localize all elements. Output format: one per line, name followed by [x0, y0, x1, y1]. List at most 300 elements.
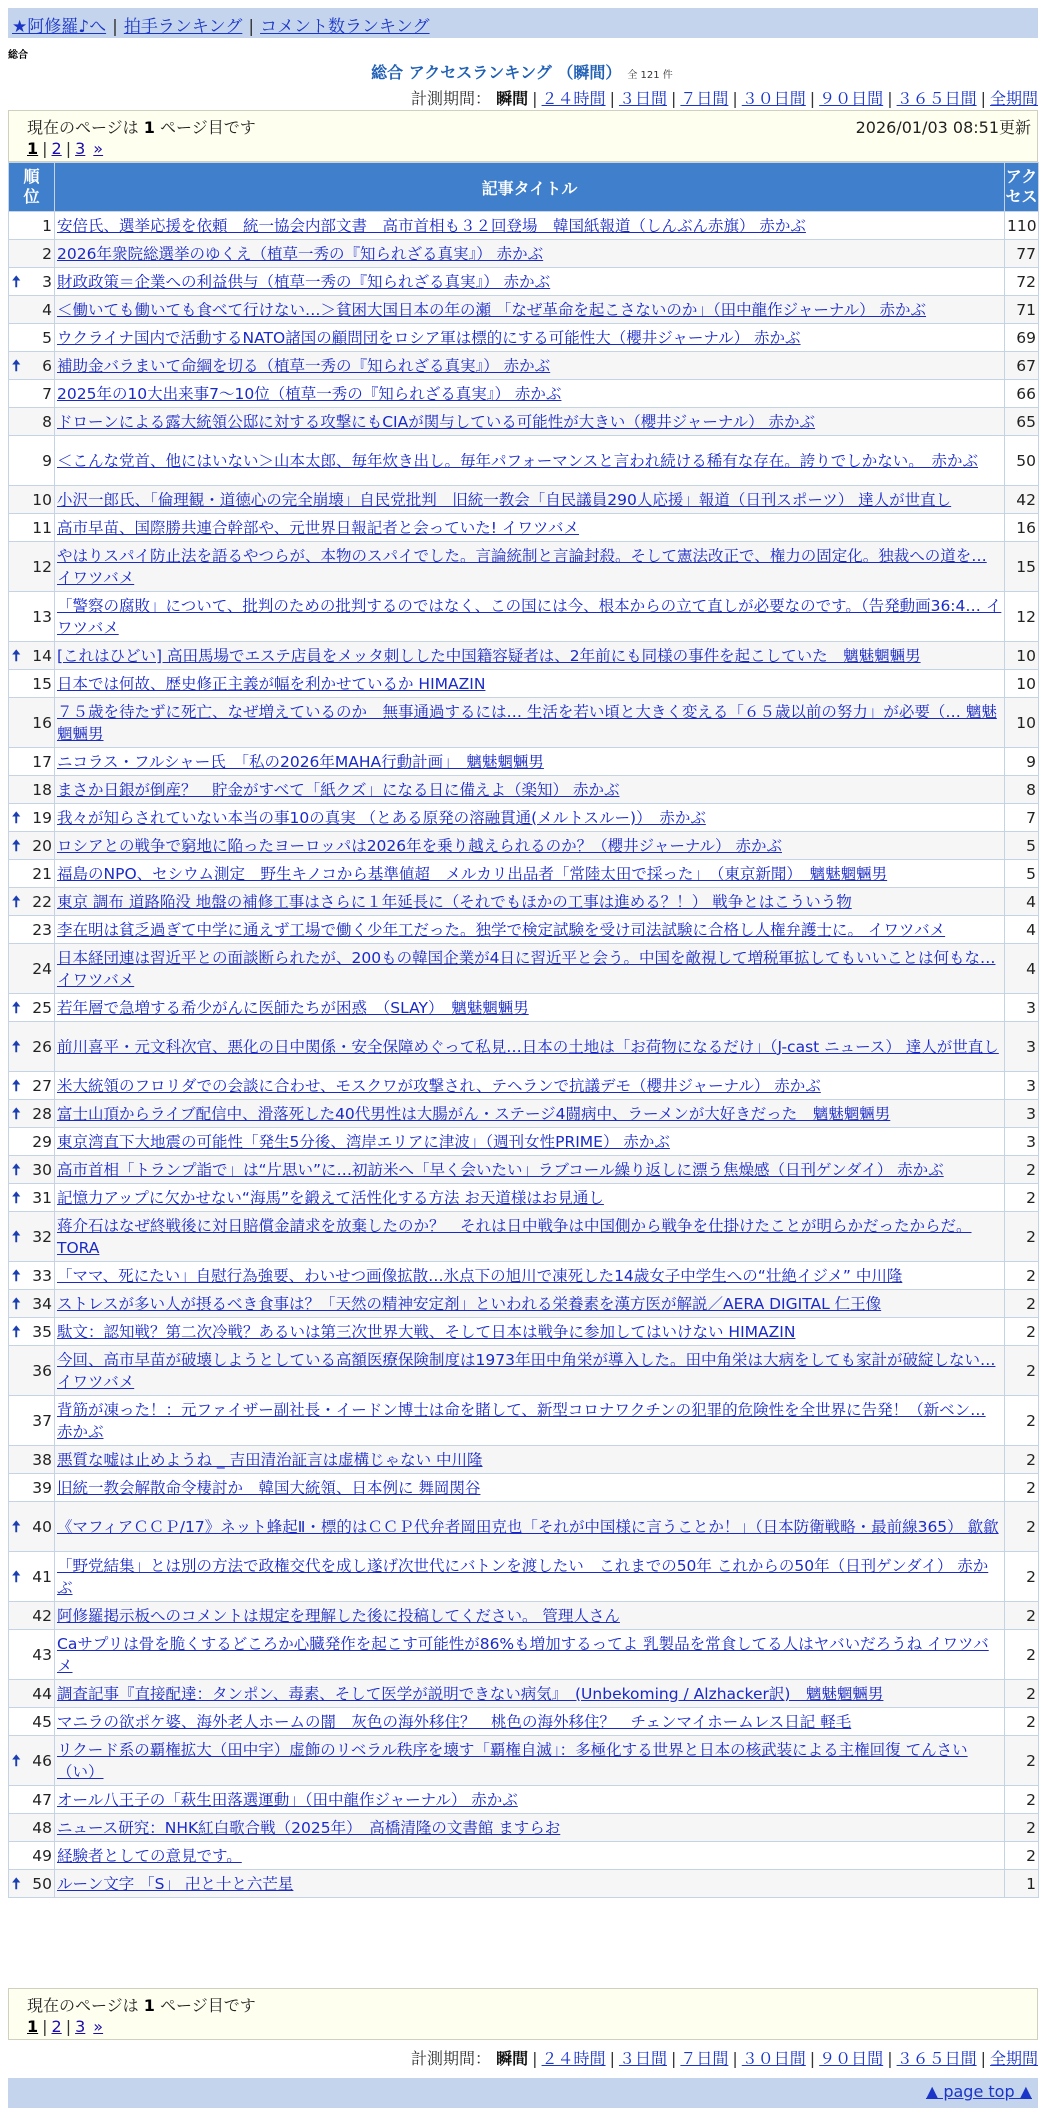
access-count: 110 [1005, 212, 1039, 240]
article-title-link[interactable]: 補助金バラまいて命綱を切る（植草一秀の『知られざる真実』） 赤かぶ [57, 356, 551, 375]
title-cell [55, 994, 1005, 1022]
access-count: 72 [1005, 268, 1039, 296]
title-cell [55, 1184, 1005, 1212]
article-title-link[interactable]: 高市早苗、国際勝共連合幹部や、元世界日報記者と会っていた! イワツバメ [57, 518, 580, 537]
rank-up-arrow-icon: 🠅 [12, 836, 21, 855]
rank-number: 46 [32, 1751, 52, 1770]
article-title-link[interactable]: ウクライナ国内で活動するNATO諸国の顧問団をロシア軍は標的にする可能性大（櫻井ジャーナル） 赤かぶ [57, 328, 801, 347]
page-status: 現在のページは 1 ページ目です [27, 118, 256, 137]
rank-number: 14 [32, 646, 52, 665]
rank-number: 3 [42, 272, 52, 291]
article-title-link[interactable]: 阿修羅掲示板へのコメントは規定を理解した後に投稿してください。 管理人さん [57, 1606, 620, 1625]
table-header-row [9, 163, 1039, 212]
rank-cell [9, 642, 55, 670]
rank-cell [9, 592, 55, 642]
col-title-header: 記事タイトル [55, 163, 1005, 212]
rank-number: 8 [42, 412, 52, 431]
article-title-link[interactable]: 我々が知らされていない本当の事10の真実 （とある原発の溶融貫通(メルトスルー)） 赤かぶ [57, 808, 706, 827]
period-30d-link[interactable]: ３０日間 [741, 2049, 806, 2068]
rank-number: 42 [32, 1606, 52, 1625]
rank-cell [9, 1290, 55, 1318]
rank-number: 28 [32, 1104, 52, 1123]
table-row [9, 860, 1039, 888]
rank-cell [9, 776, 55, 804]
access-count: 1 [1005, 1870, 1039, 1898]
table-row [9, 888, 1039, 916]
title-cell [55, 1708, 1005, 1736]
table-row [9, 1156, 1039, 1184]
rank-cell [9, 1552, 55, 1602]
table-row [9, 1786, 1039, 1814]
title-cell [55, 888, 1005, 916]
rank-cell [9, 860, 55, 888]
article-title-link[interactable]: 背筋が凍った！：元ファイザー副社長・イードン博士は命を賭して、新型コロナワクチンの犯罪的危険性を全世界に告発！（新ベン… 赤かぶ [57, 1400, 986, 1441]
title-cell [55, 1156, 1005, 1184]
access-count: 2 [1005, 1396, 1039, 1446]
rank-number: 36 [32, 1361, 52, 1380]
title-cell [55, 1842, 1005, 1870]
rank-cell [9, 1680, 55, 1708]
rank-number: 50 [32, 1874, 52, 1893]
rank-number: 24 [32, 959, 52, 978]
table-row [9, 944, 1039, 994]
table-row [9, 1842, 1039, 1870]
rank-cell [9, 1708, 55, 1736]
article-title-link[interactable]: 記憶力アップに欠かせない“海馬”を鍛えて活性化する方法 お天道様はお見通し [57, 1188, 604, 1207]
title-cell [55, 268, 1005, 296]
table-row [9, 1870, 1039, 1898]
period-all-link[interactable]: 全期間 [989, 89, 1038, 108]
access-count: 2 [1005, 1446, 1039, 1474]
access-count: 2 [1005, 1552, 1039, 1602]
rank-up-arrow-icon: 🠅 [12, 1188, 21, 1207]
total-count: 全 121 件 [627, 70, 673, 81]
title-cell [55, 944, 1005, 994]
article-title-link[interactable]: Caサプリは骨を脆くするどころか心臓発作を起こす可能性が86%も増加するってよ 乳製品を常食してる人はヤバいだろうね イワツバメ [57, 1634, 989, 1675]
period-365d-link[interactable]: ３６５日間 [896, 89, 977, 108]
title-cell [55, 1128, 1005, 1156]
table-row [9, 1680, 1039, 1708]
table-row [9, 916, 1039, 944]
article-title-link[interactable]: まさか日銀が倒産？ 貯金がすべて「紙クズ」になる日に備えよ（楽知） 赤かぶ [57, 780, 620, 799]
period-24h-link[interactable]: ２４時間 [541, 89, 606, 108]
article-title-link[interactable]: 日本経団連は習近平との面談断られたが、200もの韓国企業が4日に習近平と会う。中国を敵視して増税軍拡してもいいことは何もな… イワツバメ [57, 948, 996, 989]
access-count: 4 [1005, 916, 1039, 944]
rank-up-arrow-icon: 🠅 [12, 1160, 21, 1179]
page-3-link[interactable]: 3 [75, 2017, 86, 2036]
clap-ranking-link[interactable]: 拍手ランキング [123, 17, 243, 37]
rank-up-arrow-icon: 🠅 [12, 1266, 21, 1285]
access-count: 2 [1005, 1502, 1039, 1552]
rank-cell [9, 1446, 55, 1474]
period-30d-link[interactable]: ３０日間 [741, 89, 806, 108]
updated-timestamp: 2026/01/03 08:51更新 [855, 118, 1031, 137]
table-row [9, 486, 1039, 514]
rank-cell [9, 1128, 55, 1156]
title-cell [55, 698, 1005, 748]
period-label: 計測期間： [411, 89, 492, 108]
rank-cell [9, 1842, 55, 1870]
article-title-link[interactable]: 若年層で急増する希少がんに医師たちが困惑 （SLAY） 魑魅魍魎男 [57, 998, 529, 1017]
access-count: 5 [1005, 832, 1039, 860]
article-title-link[interactable]: ニコラス・フルシャー氏 「私の2026年MAHA行動計画」 魑魅魍魎男 [57, 752, 544, 771]
table-row [9, 1474, 1039, 1502]
rank-cell [9, 1630, 55, 1680]
access-count: 7 [1005, 804, 1039, 832]
rank-up-arrow-icon: 🠅 [12, 646, 21, 665]
access-count: 2 [1005, 1184, 1039, 1212]
title-cell [55, 1786, 1005, 1814]
article-title-link[interactable]: ロシアとの戦争で窮地に陥ったヨーロッパは2026年を乗り越えられるのか？（櫻井ジャーナル） 赤かぶ [57, 836, 782, 855]
current-page-number: 1 [27, 139, 39, 158]
article-title-link[interactable]: 東京湾直下大地震の可能性「発生5分後、湾岸エリアに津波」（週刊女性PRIME） 赤かぶ [57, 1132, 670, 1151]
title-cell [55, 1502, 1005, 1552]
article-title-link[interactable]: 福島のNPO、セシウム測定 野生キノコから基準値超 メルカリ出品者「常陸太田で採った」 （東京新聞） 魑魅魍魎男 [57, 864, 888, 883]
title-cell [55, 592, 1005, 642]
rank-up-arrow-icon: 🠅 [12, 1104, 21, 1123]
table-row [9, 324, 1039, 352]
article-title-link[interactable]: 悪質な嘘は止めようね _ 吉田清治証言は虚構じゃない 中川隆 [57, 1450, 483, 1469]
rank-cell [9, 994, 55, 1022]
period-24h-link[interactable]: ２４時間 [541, 2049, 606, 2068]
title-cell [55, 1446, 1005, 1474]
access-count: 10 [1005, 642, 1039, 670]
rank-cell [9, 1156, 55, 1184]
access-count: 4 [1005, 944, 1039, 994]
ranking-table [8, 162, 1039, 1898]
article-title-link[interactable]: 蒋介石はなぜ終戦後に対日賠償金請求を放棄したのか？ それは日中戦争は中国側から戦争を仕掛けたことが明らかだったからだ。 TORA [57, 1216, 972, 1257]
page-links: 1 | 2 | 3 » [27, 2017, 104, 2036]
table-row [9, 352, 1039, 380]
pagination-top [8, 110, 1038, 162]
article-title-link[interactable]: 調査記事『直接配達：タンポン、毒素、そして医学が説明できない病気』 (Unbekoming / Alzhacker訳) 魑魅魍魎男 [57, 1684, 884, 1703]
rank-number: 47 [32, 1790, 52, 1809]
access-count: 2 [1005, 1602, 1039, 1630]
rank-number: 49 [32, 1846, 52, 1865]
title-cell [55, 1212, 1005, 1262]
rank-cell [9, 1786, 55, 1814]
rank-number: 1 [42, 216, 52, 235]
rank-number: 23 [32, 920, 52, 939]
top-nav-bar [8, 8, 1038, 38]
rank-number: 27 [32, 1076, 52, 1095]
article-title-link[interactable]: 旧統一教会解散命令棲討か 韓国大統領、日本例に 舞岡関谷 [57, 1478, 481, 1497]
title-cell [55, 1022, 1005, 1072]
period-current: 瞬間 [496, 2049, 529, 2068]
rank-cell [9, 1396, 55, 1446]
article-title-link[interactable]: ストレスが多い人が摂るべき食事は？「天然の精神安定剤」といわれる栄養素を漢方医が解説／AERA DIGITAL 仁王像 [57, 1294, 882, 1313]
rank-cell [9, 380, 55, 408]
title-cell [55, 1474, 1005, 1502]
period-7d-link[interactable]: ７日間 [680, 89, 729, 108]
rank-number: 33 [32, 1266, 52, 1285]
table-row [9, 642, 1039, 670]
rank-cell [9, 1262, 55, 1290]
rank-cell [9, 1072, 55, 1100]
title-cell [55, 324, 1005, 352]
title-cell [55, 486, 1005, 514]
period-3d-link[interactable]: ３日間 [618, 2049, 667, 2068]
table-row [9, 670, 1039, 698]
page-top-link[interactable]: ▲ page top ▲ [925, 2082, 1032, 2101]
rank-cell [9, 698, 55, 748]
rank-cell [9, 352, 55, 380]
access-count: 69 [1005, 324, 1039, 352]
home-link[interactable]: ★阿修羅♪へ [12, 17, 107, 37]
article-title-link[interactable]: 前川喜平・元文科次官、悪化の日中関係・安全保障めぐって私見…日本の土地は「お荷物になるだけ」（J-cast ニュース） 達人が世直し [57, 1037, 999, 1056]
rank-up-arrow-icon: 🠅 [12, 356, 21, 375]
rank-number: 29 [32, 1132, 52, 1151]
article-title-link[interactable]: [これはひどい] 高田馬場でエステ店員をメッタ刺しした中国籍容疑者は、2年前にも同様の事件を起こしていた 魑魅魍魎男 [57, 646, 921, 665]
access-count: 3 [1005, 994, 1039, 1022]
page-2-link[interactable]: 2 [51, 139, 62, 158]
table-row [9, 994, 1039, 1022]
table-row [9, 212, 1039, 240]
rank-up-arrow-icon: 🠅 [12, 1567, 21, 1586]
title-cell [55, 1262, 1005, 1290]
table-row [9, 436, 1039, 486]
table-row [9, 408, 1039, 436]
rank-number: 10 [32, 490, 52, 509]
article-title-link[interactable]: マニラの欲ポケ婆、海外老人ホームの闇 灰色の海外移住？ 桃色の海外移住？ チェンマイホームレス日記 軽毛 [57, 1712, 852, 1731]
article-title-link[interactable]: ニュース研究：NHK紅白歌合戦（2025年） 高橋清隆の文書館 ますらお [57, 1818, 561, 1837]
table-row [9, 1396, 1039, 1446]
rank-cell [9, 1736, 55, 1786]
period-90d-link[interactable]: ９０日間 [819, 2049, 884, 2068]
access-count: 2 [1005, 1212, 1039, 1262]
access-count: 3 [1005, 1100, 1039, 1128]
rank-number: 32 [32, 1227, 52, 1246]
period-3d-link[interactable]: ３日間 [618, 89, 667, 108]
rank-cell [9, 1346, 55, 1396]
access-count: 10 [1005, 670, 1039, 698]
page-3-link[interactable]: 3 [75, 139, 86, 158]
title-cell [55, 1680, 1005, 1708]
title-cell [55, 1630, 1005, 1680]
table-row [9, 1346, 1039, 1396]
rank-number: 31 [32, 1188, 52, 1207]
table-row [9, 268, 1039, 296]
rank-number: 34 [32, 1294, 52, 1313]
title-cell [55, 1072, 1005, 1100]
article-title-link[interactable]: ドローンによる露大統領公邸に対する攻撃にもCIAが関与している可能性が大きい（櫻井ジャーナル） 赤かぶ [57, 412, 816, 431]
article-title-link[interactable]: 李在明は貧乏過ぎて中学に通えず工場で働く少年工だった。独学で検定試験を受け司法試験に合格し人権弁護士に。 イワツバメ [57, 920, 946, 939]
table-row [9, 698, 1039, 748]
rank-cell [9, 1870, 55, 1898]
article-title-link[interactable]: 「警察の腐敗」について、批判のための批判するのではなく、この国には今、根本からの立て直しが必要なのです。（告発動画36:4… イワツバメ [57, 596, 1002, 637]
rank-number: 37 [32, 1411, 52, 1430]
title-cell [55, 804, 1005, 832]
rank-up-arrow-icon: 🠅 [12, 1294, 21, 1313]
article-title-link[interactable]: 2026年衆院総選挙のゆくえ（植草一秀の『知られざる真実』） 赤かぶ [57, 244, 544, 263]
rank-number: 38 [32, 1450, 52, 1469]
access-count: 4 [1005, 888, 1039, 916]
access-count: 77 [1005, 240, 1039, 268]
rank-cell [9, 1184, 55, 1212]
rank-number: 9 [42, 451, 52, 470]
title-cell [55, 916, 1005, 944]
access-count: 12 [1005, 592, 1039, 642]
page-2-link[interactable]: 2 [51, 2017, 62, 2036]
table-row [9, 804, 1039, 832]
table-row [9, 832, 1039, 860]
article-title-link[interactable]: ルーン文字 「S」 卍と十と六芒星 [57, 1874, 294, 1893]
access-count: 2 [1005, 1290, 1039, 1318]
article-title-link[interactable]: ＜働いても働いても食べて行けない…＞貧困大国日本の年の瀬 「なぜ革命を起こさないのか」（田中龍作ジャーナル） 赤かぶ [57, 300, 927, 319]
period-90d-link[interactable]: ９０日間 [819, 89, 884, 108]
title-cell [55, 1870, 1005, 1898]
col-rank-header: 順位 [9, 163, 55, 212]
rank-cell [9, 268, 55, 296]
access-count: 2 [1005, 1346, 1039, 1396]
rank-number: 40 [32, 1517, 52, 1536]
period-7d-link[interactable]: ７日間 [680, 2049, 729, 2068]
table-row [9, 1100, 1039, 1128]
rank-cell [9, 1318, 55, 1346]
access-count: 65 [1005, 408, 1039, 436]
rank-up-arrow-icon: 🠅 [12, 892, 21, 911]
article-title-link[interactable]: 日本では何故、歴史修正主義が幅を利かせているか HIMAZIN [57, 674, 486, 693]
next-page-link[interactable]: » [93, 139, 104, 158]
article-title-link[interactable]: オール八王子の「萩生田落選運動」（田中龍作ジャーナル） 赤かぶ [57, 1790, 518, 1809]
rank-up-arrow-icon: 🠅 [12, 808, 21, 827]
rank-number: 20 [32, 836, 52, 855]
rank-number: 11 [32, 518, 52, 537]
rank-cell [9, 212, 55, 240]
rank-number: 25 [32, 998, 52, 1017]
article-title-link[interactable]: やはりスパイ防止法を語るやつらが、本物のスパイでした。言論統制と言論封殺。そして憲法改正で、権力の固定化。独裁への道を… イワツバメ [57, 546, 987, 587]
title-cell [55, 436, 1005, 486]
article-title-link[interactable]: 財政政策＝企業への利益供与（植草一秀の『知られざる真実』） 赤かぶ [57, 272, 551, 291]
table-row [9, 1630, 1039, 1680]
access-count: 2 [1005, 1474, 1039, 1502]
article-title-link[interactable]: 米大統領のフロリダでの会談に合わせ、モスクワが攻撃され、テヘランで抗議デモ（櫻井ジャーナル） 赤かぶ [57, 1076, 821, 1095]
access-count: 67 [1005, 352, 1039, 380]
comment-ranking-link[interactable]: コメント数ランキング [260, 17, 430, 37]
rank-number: 13 [32, 607, 52, 626]
access-count: 10 [1005, 698, 1039, 748]
access-count: 50 [1005, 436, 1039, 486]
article-title-link[interactable]: 《マフィアＣＣＰ/17》ネット蜂起Ⅱ・標的はＣＣＰ代弁者岡田克也「それが中国様に言うことか！」（日本防衛戦略・最前線365） 歙歙 [57, 1517, 999, 1536]
rank-cell [9, 408, 55, 436]
title-cell [55, 1290, 1005, 1318]
rank-cell [9, 916, 55, 944]
col-count-header: アクセス [1005, 163, 1039, 212]
table-row [9, 1290, 1039, 1318]
article-title-link[interactable]: 「ママ、死にたい」自慰行為強要、わいせつ画像拡散…氷点下の旭川で凍死した14歳女子中学生への“壮絶イジメ” 中川隆 [57, 1266, 903, 1285]
nav-separator: | [248, 17, 255, 37]
table-row [9, 748, 1039, 776]
table-row [9, 1502, 1039, 1552]
access-count: 2 [1005, 1736, 1039, 1786]
rank-number: 43 [32, 1645, 52, 1664]
rank-up-arrow-icon: 🠅 [12, 1751, 21, 1770]
current-page-number: 1 [27, 2017, 39, 2036]
title-cell [55, 748, 1005, 776]
article-title-link[interactable]: 安倍氏、選挙応援を依頼 統一協会内部文書 高市首相も３２回登場 韓国紙報道（しんぶん赤旗） 赤かぶ [57, 216, 806, 235]
article-title-link[interactable]: ７５歳を待たずに死亡、なぜ増えているのか 無事通過するには… 生活を若い頃と大きく変える「６５歳以前の努力」が必要（… 魑魅魍魎男 [57, 702, 997, 743]
table-row [9, 240, 1039, 268]
article-title-link[interactable]: 富士山頂からライブ配信中、滑落死した40代男性は大腸がん・ステージ4闘病中、ラーメンが大好きだった 魑魅魍魎男 [57, 1104, 891, 1123]
access-count: 2 [1005, 1156, 1039, 1184]
period-selector-top: 計測期間： 瞬間 | ２４時間 | ３日間 | ７日間 | ３０日間 | ９０日間 | ３６５日間 | 全期間 [411, 89, 1038, 108]
rank-cell [9, 436, 55, 486]
rank-number: 45 [32, 1712, 52, 1731]
article-title-link[interactable]: ＜こんな党首、他にはいない＞山本太郎、毎年炊き出し。毎年パフォーマンスと言われ続ける稀有な存在。誇りでしかない。 赤かぶ [57, 451, 979, 470]
article-title-link[interactable]: 2025年の10大出来事7〜10位（植草一秀の『知られざる真実』） 赤かぶ [57, 384, 562, 403]
table-row [9, 1184, 1039, 1212]
rank-cell [9, 324, 55, 352]
title-cell [55, 542, 1005, 592]
title-cell [55, 670, 1005, 698]
rank-cell [9, 1100, 55, 1128]
title-cell [55, 408, 1005, 436]
table-row [9, 592, 1039, 642]
article-title-link[interactable]: 小沢一郎氏、「倫理観・道徳心の完全崩壊」自民党批判 旧統一教会「自民議員290人応援」報道（日刊スポーツ） 達人が世直し [57, 490, 952, 509]
rank-number: 30 [32, 1160, 52, 1179]
title-cell [55, 240, 1005, 268]
table-row [9, 1318, 1039, 1346]
rank-up-arrow-icon: 🠅 [12, 1874, 21, 1893]
table-row [9, 1262, 1039, 1290]
period-365d-link[interactable]: ３６５日間 [896, 2049, 977, 2068]
title-cell [55, 296, 1005, 324]
article-title-link[interactable]: 「野党結集」とは別の方法で政権交代を成し遂げ次世代にバトンを渡したい これまでの50年 これからの50年（日刊ゲンダイ） 赤かぶ [57, 1556, 989, 1597]
article-title-link[interactable]: 経験者としての意見です。 [57, 1846, 242, 1865]
table-row [9, 1736, 1039, 1786]
access-count: 2 [1005, 1318, 1039, 1346]
article-title-link[interactable]: 高市首相「トランプ詣で」は“片思い”に…初訪米へ「早く会いたい」ラブコール繰り返しに漂う焦燥感（日刊ゲンダイ） 赤かぶ [57, 1160, 944, 1179]
pagination-bottom [8, 1988, 1038, 2040]
rank-cell [9, 1474, 55, 1502]
table-row [9, 1552, 1039, 1602]
access-count: 3 [1005, 1022, 1039, 1072]
title-cell [55, 1602, 1005, 1630]
page-title: 総合 アクセスランキング （瞬間） [371, 63, 622, 82]
rank-cell [9, 542, 55, 592]
rank-cell [9, 1602, 55, 1630]
next-page-link[interactable]: » [93, 2017, 104, 2036]
table-row [9, 1708, 1039, 1736]
ranking-body [9, 212, 1039, 1898]
access-count: 5 [1005, 860, 1039, 888]
title-cell [55, 514, 1005, 542]
rank-up-arrow-icon: 🠅 [12, 1076, 21, 1095]
access-count: 9 [1005, 748, 1039, 776]
rank-number: 15 [32, 674, 52, 693]
article-title-link[interactable]: 駄文：認知戦？第二次冷戦？あるいは第三次世界大戦、そして日本は戦争に参加してはいけない HIMAZIN [57, 1322, 796, 1341]
table-row [9, 1072, 1039, 1100]
article-title-link[interactable]: リクード系の覇権拡大（田中宇）虚飾のリベラル秩序を壊す「覇権自滅」：多極化する世界と日本の核武装による主権回復 てんさい（い） [57, 1740, 968, 1781]
title-cell [55, 1346, 1005, 1396]
article-title-link[interactable]: 今回、高市早苗が破壊しようとしている高額医療保険制度は1973年田中角栄が導入した。田中角栄は大病をしても家計が破綻しない… イワツバメ [57, 1350, 996, 1391]
title-cell [55, 1100, 1005, 1128]
table-row [9, 542, 1039, 592]
period-label: 計測期間： [411, 2049, 492, 2068]
table-row [9, 296, 1039, 324]
table-row [9, 776, 1039, 804]
table-row [9, 1128, 1039, 1156]
rank-cell [9, 1022, 55, 1072]
rank-cell [9, 1814, 55, 1842]
article-title-link[interactable]: 東京 調布 道路陥没 地盤の補修工事はさらに１年延長に（それでもほかの工事は進める？！） 戦争とはこういう物 [57, 892, 852, 911]
period-all-link[interactable]: 全期間 [989, 2049, 1038, 2068]
table-row [9, 1814, 1039, 1842]
rank-number: 19 [32, 808, 52, 827]
access-count: 16 [1005, 514, 1039, 542]
rank-number: 26 [32, 1037, 52, 1056]
nav-separator: | [112, 17, 118, 37]
